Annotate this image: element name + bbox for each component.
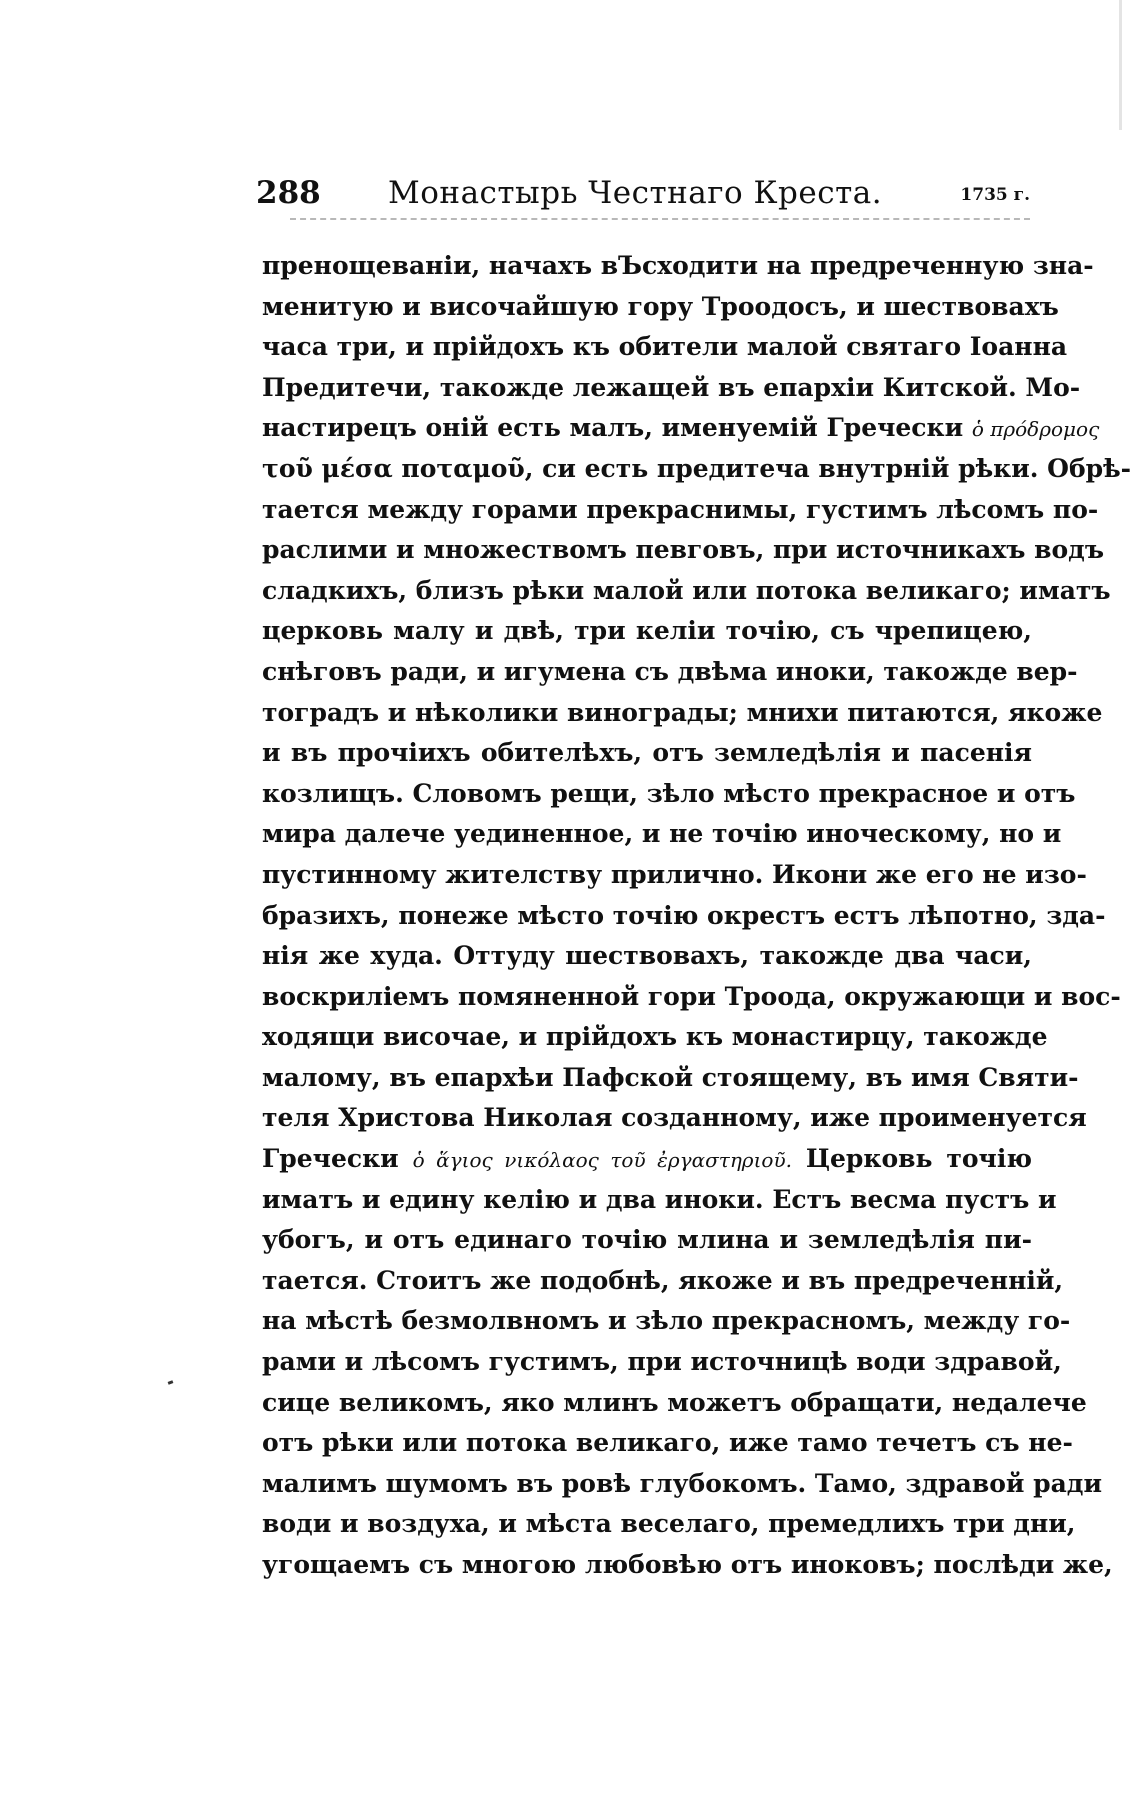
text-line: воскрилiемъ помяненной гори Троода, окружающи и вос-	[262, 981, 1121, 1011]
text-line: пренощеванiи, начахъ вЪсходити на предреченную зна-	[262, 251, 1094, 280]
text-line-part: Церковь точiю	[805, 1144, 1032, 1174]
text-line	[262, 1139, 1032, 1180]
header-year: 1735 г.	[960, 185, 1030, 205]
greek-phrase-nikolaos: ὁ ἅγιος νικόλαος τοῦ ἐργαστηριοῦ.	[412, 1148, 792, 1173]
text-line: малимъ шумомъ въ ровѣ глубокомъ. Тамо, здравой ради	[262, 1468, 1103, 1498]
text-line: рами и лѣсомъ густимъ, при источницѣ води здравой,	[262, 1347, 1062, 1377]
text-line: церковь малу и двѣ, три келiи точiю, съ чрепицею,	[262, 616, 1032, 646]
text-line: часа три, и прiйдохъ къ обители малой святаго Iоанна	[262, 332, 1068, 362]
body-text	[262, 246, 1132, 1586]
text-line: и въ прочiихъ обителѣхъ, отъ земледѣлiя и пасенiя	[262, 738, 1032, 768]
text-line: мира далече уединенное, и не точiю иноческому, но и	[262, 819, 1062, 849]
text-line: теля Христова Николая созданному, иже проименуется	[262, 1103, 1087, 1133]
running-header	[256, 175, 1030, 223]
text-line: бразихъ, понеже мѣсто точiю окрестъ естъ лѣпотно, зда-	[262, 900, 1106, 930]
text-line: козлищъ. Словомъ рещи, зѣло мѣсто прекрасное и отъ	[262, 778, 1076, 808]
header-rule	[290, 218, 1030, 220]
text-line: нiя же худа. Оттуду шествовахъ, такожде два часи,	[262, 941, 1032, 971]
text-line: тается между горами прекраснимы, густимъ лѣсомъ по-	[262, 494, 1099, 524]
text-line-part: Гречески	[262, 1144, 399, 1174]
text-line: τοῦ μέσα ποταμοῦ, си есть предитеча внутрнiй рѣки. Обрѣ-	[262, 453, 1132, 483]
text-line: малому, въ епархѣи Пафской стоящему, въ имя Святи-	[262, 1062, 1079, 1092]
text-line	[262, 408, 1100, 449]
page-edge-shadow	[1119, 0, 1122, 130]
text-line-part: настирецъ онiй есть малъ, именуемiй Гречески	[262, 413, 964, 443]
text-line: сице великомъ, яко млинъ можетъ обращати, недалече	[262, 1387, 1087, 1417]
text-line: води и воздуха, и мѣста веселаго, премедлихъ три дни,	[262, 1509, 1076, 1539]
margin-mark	[168, 1380, 174, 1385]
text-line: пустинному жителству прилично. Икони же его не изо-	[262, 859, 1087, 889]
text-line: ходящи височае, и прiйдохъ къ монастирцу, такожде	[262, 1022, 1048, 1052]
text-line: Предитечи, такожде лежащей въ епархiи Китской. Мо-	[262, 372, 1081, 402]
text-line: на мѣстѣ безмолвномъ и зѣло прекрасномъ, между го-	[262, 1306, 1071, 1336]
text-line: сладкихъ, близъ рѣки малой или потока великаго; иматъ	[262, 575, 1111, 605]
text-line: иматъ и едину келiю и два иноки. Естъ весма пустъ и	[262, 1184, 1057, 1214]
text-line: отъ рѣки или потока великаго, иже тамо течетъ съ не-	[262, 1428, 1073, 1458]
running-title: Монастырь Честнаго Креста.	[388, 175, 883, 211]
greek-phrase-prodromos: ὁ πρόδρομος	[971, 417, 1100, 442]
text-line: тается. Стоитъ же подобнѣ, якоже и въ предреченнiй,	[262, 1265, 1064, 1295]
text-line: убогъ, и отъ единаго точiю млина и земледѣлiя пи-	[262, 1225, 1032, 1255]
text-line: раслими и множествомъ певговъ, при источникахъ водъ	[262, 535, 1105, 565]
text-line: менитую и височайшую гору Троодосъ, и шествовахъ	[262, 291, 1059, 321]
text-line: тоградъ и нѣколики винограды; мнихи питаются, якоже	[262, 697, 1103, 727]
text-line: снѣговъ ради, и игумена съ двѣма иноки, такожде вер-	[262, 656, 1078, 686]
text-line: угощаемъ съ многою любовѣю отъ иноковъ; послѣди же,	[262, 1550, 1113, 1579]
page-number: 288	[256, 175, 321, 211]
